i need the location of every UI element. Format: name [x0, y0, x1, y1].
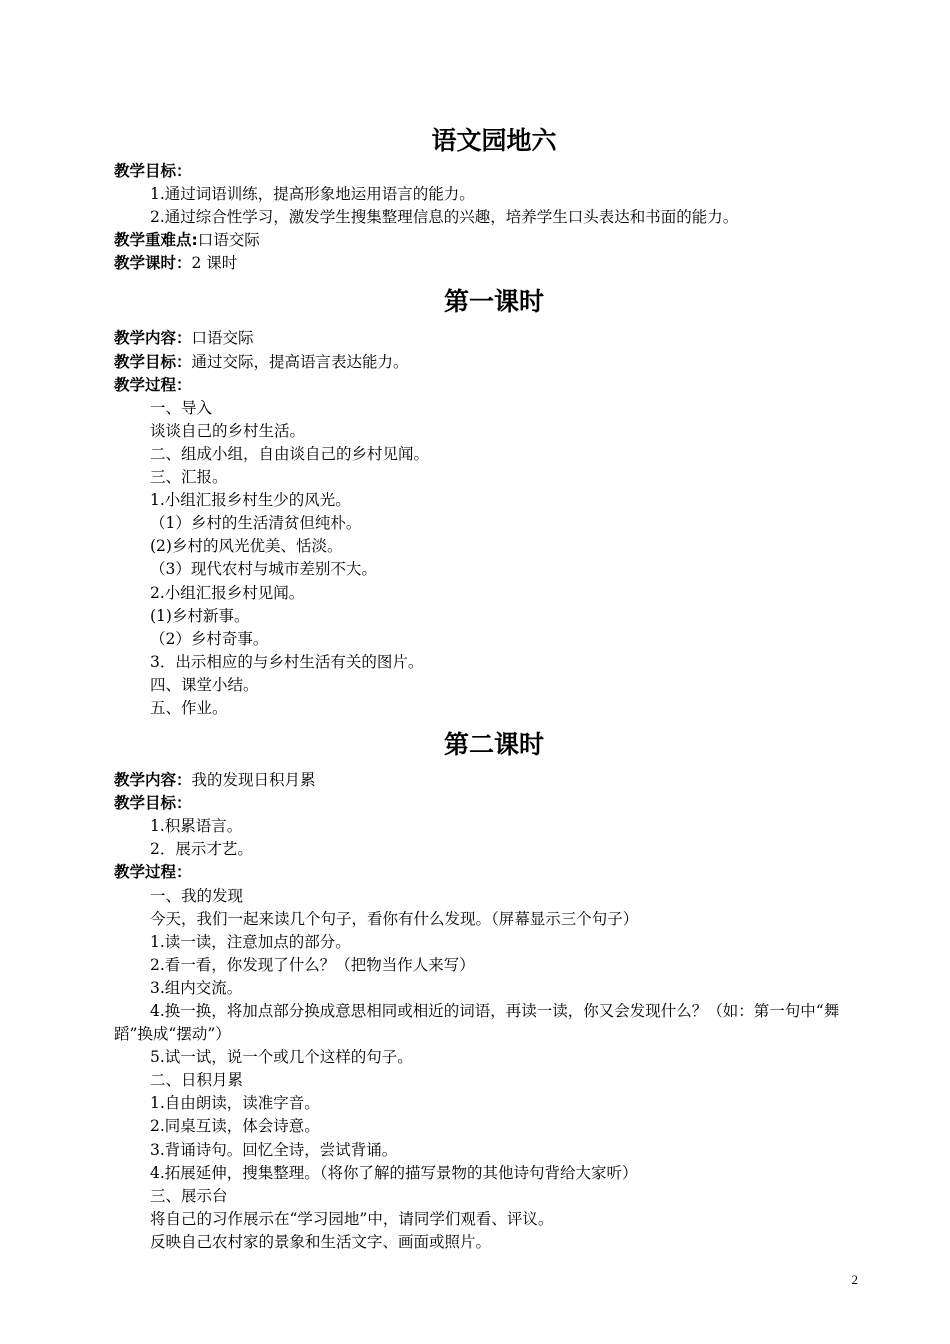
content-value: 口语交际 — [191, 329, 254, 348]
process-step: 四、课堂小结。 — [150, 675, 259, 694]
process-label: 教学过程： — [114, 375, 192, 394]
process-step: 二、日积月累 — [150, 1071, 244, 1090]
process-step: 5.试一试，说一个或几个这样的句子。 — [150, 1048, 413, 1067]
process-step: 2.同桌互读，体会诗意。 — [150, 1117, 320, 1136]
process-step: 1.读一读，注意加点的部分。 — [150, 932, 351, 951]
process-step: 三、展示台 — [150, 1186, 228, 1205]
process-label: 教学过程： — [114, 863, 192, 882]
process-step: 2.小组汇报乡村见闻。 — [150, 583, 305, 602]
lesson1-goal-line — [114, 351, 874, 374]
content-value: 我的发现日积月累 — [191, 771, 316, 790]
goal-line — [114, 160, 874, 183]
process-step: 三、汇报。 — [150, 468, 228, 487]
process-step: 1.小组汇报乡村生少的风光。 — [150, 491, 351, 510]
lesson1-content-line — [114, 327, 874, 350]
content-label: 教学内容： — [114, 329, 192, 348]
lesson1-process-line — [114, 374, 874, 397]
goal-item: 2．展示才艺。 — [150, 840, 253, 859]
lesson2-heading: 第二课时 — [443, 730, 544, 760]
goal-label: 教学目标： — [114, 352, 192, 371]
hours-label: 教学课时： — [114, 254, 192, 273]
lesson2-process-line — [114, 861, 874, 884]
process-step: 3．出示相应的与乡村生活有关的图片。 — [150, 652, 424, 671]
hours-value: 2 课时 — [191, 254, 238, 273]
process-step: （2）乡村奇事。 — [150, 629, 269, 648]
process-step: 反映自己农村家的景象和生活文字、画面或照片。 — [150, 1232, 492, 1251]
goal-item: 1.积累语言。 — [150, 817, 243, 836]
process-step: 4.拓展延伸，搜集整理。（将你了解的描写景物的其他诗句背给大家听） — [150, 1163, 638, 1182]
process-step: (2)乡村的风光优美、恬淡。 — [150, 537, 343, 556]
page-number: 2 — [851, 1272, 858, 1287]
process-step: 一、导入 — [150, 398, 213, 417]
process-step-long: 4.换一换，将加点部分换成意思相同或相近的词语，再读一读，你又会发现什么？（如：第一句中“舞蹈”换成“摆动”） — [114, 1002, 840, 1044]
process-step: （1）乡村的生活清贫但纯朴。 — [150, 514, 362, 533]
process-step: 3.组内交流。 — [150, 978, 243, 997]
process-step: 将自己的习作展示在“学习园地”中，请同学们观看、评议。 — [150, 1209, 554, 1228]
process-step: 五、作业。 — [150, 698, 228, 717]
process-step: 一、我的发现 — [150, 886, 244, 905]
lesson1-heading: 第一课时 — [443, 287, 544, 317]
process-step: 1.自由朗读，读准字音。 — [150, 1094, 320, 1113]
process-step: 今天，我们一起来读几个句子，看你有什么发现。（屏幕显示三个句子） — [150, 909, 639, 928]
hours-line — [114, 252, 874, 275]
process-step: （3）现代农村与城市差别不大。 — [150, 560, 377, 579]
goal-label: 教学目标： — [114, 794, 192, 813]
goal-item: 1.通过词语训练，提高形象地运用语言的能力。 — [150, 185, 475, 204]
process-step: (1)乡村新事。 — [150, 606, 250, 625]
goal-item: 2.通过综合性学习，激发学生搜集整理信息的兴趣，培养学生口头表达和书面的能力。 — [150, 208, 739, 227]
lesson2-content-line — [114, 769, 874, 792]
process-step: 二、组成小组，自由谈自己的乡村见闻。 — [150, 444, 430, 463]
difficulty-line — [114, 229, 874, 252]
difficulty-label: 教学重难点: — [114, 231, 198, 250]
difficulty-value: 口语交际 — [197, 231, 260, 250]
document-content — [114, 122, 874, 1254]
document-title: 语文园地六 — [431, 126, 557, 155]
process-step: 2.看一看，你发现了什么？（把物当作人来写） — [150, 955, 475, 974]
goal-label: 教学目标： — [114, 162, 192, 180]
goal-value: 通过交际，提高语言表达能力。 — [191, 352, 409, 371]
lesson2-goal-line — [114, 792, 874, 815]
process-step: 3.背诵诗句。回忆全诗，尝试背诵。 — [150, 1140, 398, 1159]
process-step: 谈谈自己的乡村生活。 — [150, 421, 306, 440]
content-label: 教学内容： — [114, 771, 192, 790]
